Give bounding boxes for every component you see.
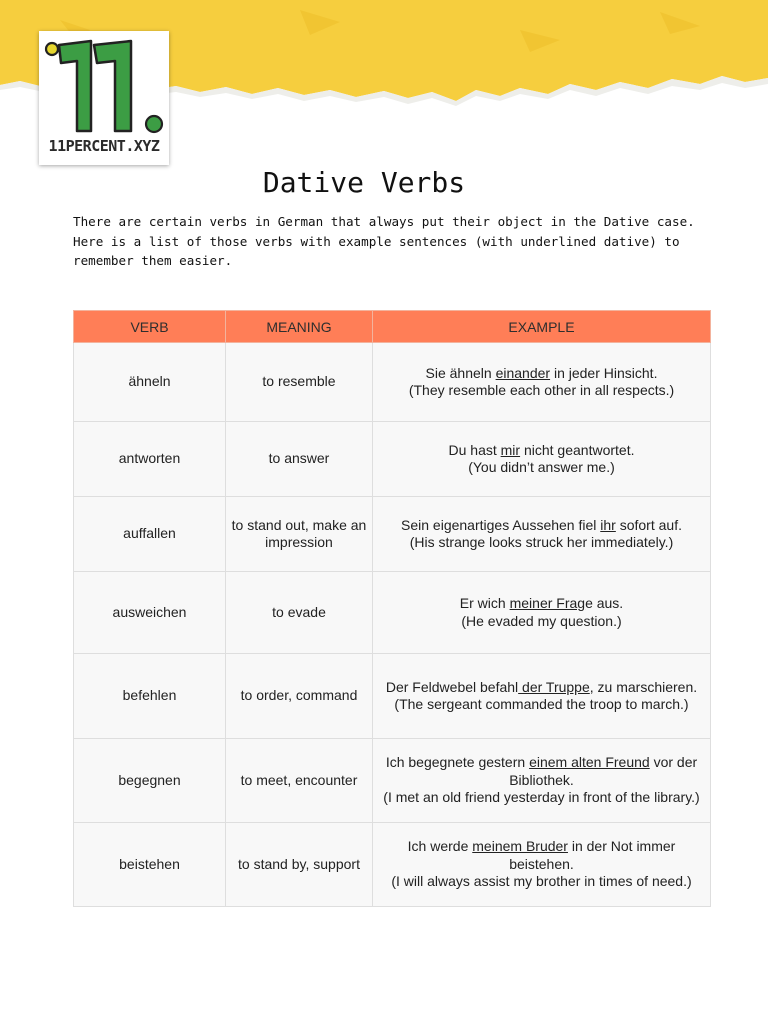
table-row [74,497,711,572]
verb-cell: ausweichen [74,572,226,654]
example-text: in der Not immer beistehen. [509,838,676,872]
example-cell [373,343,711,422]
intro-text [73,212,713,271]
intro-line: There are certain verbs in German that always put their object in the Dative case. [73,214,695,229]
verb-cell: auffallen [74,497,226,572]
example-cell [373,497,711,572]
verb-cell: begegnen [74,739,226,823]
meaning-cell: to meet, encounter [226,739,373,823]
dative-verbs-table [73,310,711,907]
example-text: Du hast [448,441,501,458]
example-german [449,442,635,458]
example-text: Sein eigenartiges Aussehen fiel [401,516,601,533]
example-cell [373,572,711,654]
example-german [401,517,682,533]
example-english: (I met an old friend yesterday in front of the library.) [383,789,700,806]
table-row [74,343,711,422]
example-text: Er wich [459,595,510,611]
table-row [74,422,711,497]
table-row [74,823,711,907]
example-text: nicht geantwortet. [520,441,635,458]
example-german [408,838,676,872]
dative-underline: einem alten Freund [529,754,650,771]
dative-underline: einander [495,364,551,381]
table-header-row [74,311,711,343]
dative-underline: der Truppe [518,678,590,695]
header-example: EXAMPLE [373,311,711,343]
example-cell [373,823,711,907]
example-english: (I will always assist my brother in times of need.) [391,873,692,890]
table-row [74,739,711,823]
example-text: sofort auf. [615,516,682,533]
example-text: Sie ähneln [425,364,496,381]
meaning-cell: to answer [226,422,373,497]
example-cell [373,739,711,823]
example-english: (He evaded my question.) [461,612,622,629]
meaning-cell: to order, command [226,654,373,739]
example-text: , zu marschieren. [589,678,698,695]
intro-line: Here is a list of those verbs with example sentences (with underlined dative) to [73,233,680,249]
example-english: (You didn’t answer me.) [468,459,615,475]
example-english: (They resemble each other in all respects.) [408,382,675,398]
example-cell [373,654,711,739]
example-english: (The sergeant commanded the troop to march.) [394,696,689,712]
header-meaning: MEANING [226,311,373,343]
intro-line: remember them easier. [73,253,233,268]
example-german [460,595,623,611]
logo-text: 11PERCENT.XYZ [48,137,160,155]
verb-cell: antworten [74,422,226,497]
table-row [74,572,711,654]
meaning-cell: to evade [226,572,373,654]
example-german [386,679,697,695]
verb-cell: ähneln [74,343,226,422]
example-german [426,365,658,381]
dative-underline: meiner Frag [509,595,586,611]
meaning-cell: to stand by, support [226,823,373,907]
example-text: Ich begegnete gestern [385,754,530,771]
example-text: in jeder Hinsicht. [550,364,658,381]
example-text: Der Feldwebel befahl [385,678,519,695]
header-verb: VERB [74,311,226,343]
table-row [74,654,711,739]
page-title: Dative Verbs [262,166,466,199]
example-cell [373,422,711,497]
example-text: e aus. [585,595,624,611]
dative-underline: ihr [600,516,616,533]
dative-underline: meinem Bruder [472,838,568,855]
verb-cell: beistehen [74,823,226,907]
example-text: vor der Bibliothek. [509,754,698,788]
11-percent-logo-mark [39,31,169,141]
verb-cell: befehlen [74,654,226,739]
meaning-cell: to stand out, make an impression [226,497,373,572]
example-german [386,754,697,788]
logo [39,31,169,165]
example-english: (His strange looks struck her immediately.) [409,534,674,550]
example-text: Ich werde [407,838,473,855]
meaning-cell: to resemble [226,343,373,422]
dative-underline: mir [500,441,521,458]
